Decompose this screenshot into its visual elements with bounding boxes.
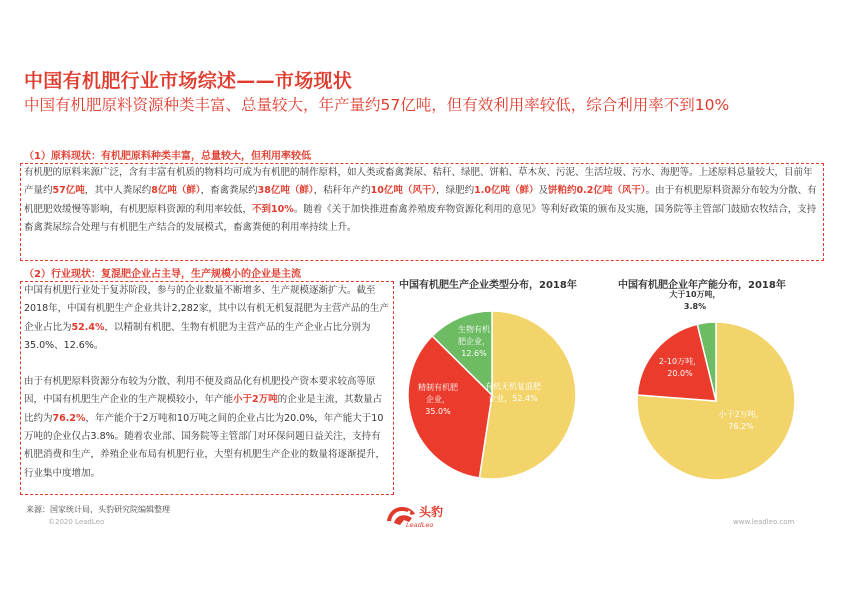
pie-label: 3.8% <box>683 302 707 311</box>
section2-heading: （2）行业现状：复混肥企业占主导，生产规模小的企业是主流 <box>24 269 301 280</box>
pie-label: 有机无机复混肥 <box>485 382 541 391</box>
highlight-text: 小于2万吨 <box>233 394 278 406</box>
highlight-text: 不到10% <box>252 203 294 215</box>
section1-box <box>20 163 824 261</box>
pie-chart-company-type <box>408 311 576 479</box>
pie-label: 35.0% <box>425 407 451 416</box>
body-text: ，以精制有机肥、生物有机肥为主营产品的生产企业占比分别为35.0%、12.6%。 <box>24 321 371 351</box>
pie-label: 76.2% <box>728 422 754 431</box>
pie-label: 企业， <box>426 395 450 404</box>
body-text: ，其中人粪尿约 <box>84 185 152 197</box>
body-text: 及 <box>538 185 549 197</box>
logo-cn: 头豹 <box>419 505 444 519</box>
page-title: 中国有机肥行业市场综述——市场现状 <box>24 70 353 92</box>
body-text: ，绿肥约 <box>436 185 475 197</box>
body-text: 的企业是主流，其数量占比约为 <box>24 394 383 424</box>
pie-label: 12.6% <box>461 349 487 358</box>
highlight-text: 52.4% <box>71 321 105 333</box>
body-text: 中国有机肥行业处于复苏阶段，参与的企业数量不断增多、生产规模逐渐扩大。截至2018年，中国有机肥生产企业共计2,282家，其中以有机无机复混肥为主营产品的生产企业占比为 <box>24 285 389 333</box>
pie-label: 大于10万吨， <box>669 290 721 299</box>
source-note: 来源：国家统计局，头豹研究院编辑整理 <box>26 505 170 514</box>
body-text: 。随着《关于加快推进畜禽养殖废弃物资源化利用的意见》等利好政策的颁布及实施，国务院等主管部门鼓励农牧结合，支持畜禽粪尿综合处理与有机肥生产结合的发展模式，畜禽粪便的利用率持续上升。 <box>24 203 817 233</box>
highlight-text: 10亿吨（风干） <box>370 185 437 197</box>
pie-label: 企业，52.4% <box>488 394 538 403</box>
pie-label: 精制有机肥 <box>418 383 458 392</box>
logo-en: LeadLeo <box>406 521 434 529</box>
charts-area <box>400 290 840 500</box>
chart2-title: 中国有机肥企业年产能分布，2018年 <box>618 280 786 291</box>
highlight-text: 饼粕约0.2亿吨（风干） <box>548 185 646 197</box>
section1-heading: （1）原料现状：有机肥原料种类丰富，总量较大，但利用率较低 <box>24 151 311 162</box>
body-text: ，畜禽粪尿约 <box>200 185 258 197</box>
body-text: 由于有机肥原料资源分布较为分散、利用不便及商品化有机肥投产资本要求较高等原因，中国有机肥生产企业的生产规模较小，年产能 <box>24 376 376 406</box>
section2-paragraph-1 <box>24 282 390 355</box>
copyright: ©2020 LeadLeo <box>48 518 105 526</box>
highlight-text: 1.0亿吨（鲜） <box>474 185 539 197</box>
section2-box <box>20 281 394 495</box>
body-text: 。由于有机肥原料资源分布较为分散、有机肥肥效缓慢等影响，有机肥原料资源的利用率较低， <box>24 185 817 215</box>
highlight-text: 8亿吨（鲜） <box>151 185 201 197</box>
website: www.leadleo.com <box>733 518 795 526</box>
body-text: ，秸秆年产约 <box>313 185 371 197</box>
pie-label: 20.0% <box>667 369 693 378</box>
section2-paragraph-2 <box>24 373 390 483</box>
highlight-text: 38亿吨（鲜） <box>257 185 314 197</box>
pie-chart-capacity <box>637 290 795 480</box>
body-text: 有机肥的原料来源广泛，含有丰富有机质的物料均可成为有机肥的制作原料，如人类或畜禽粪尿、秸秆、绿肥、饼粕、草木灰、污泥、生活垃圾、污水、海肥等。上述原料总量较大，目前年产量约 <box>24 167 813 197</box>
chart1-title: 中国有机肥生产企业类型分布，2018年 <box>399 280 577 291</box>
pie-label: 生物有机 <box>458 325 490 334</box>
body-text: ，年产能介于2万吨和10万吨之间的企业占比为20.0%，年产能大于10万吨的企业仅占3.8%。随着农业部、国务院等主管部门对环保问题日益关注，支持有机肥消费和生产，养殖企业布局有机肥行业，大型有机肥生产企业的数量将逐渐提升，行业集中度增加。 <box>24 412 386 479</box>
page-subtitle: 中国有机肥原料资源种类丰富、总量较大，年产量约57亿吨，但有效利用率较低，综合利用率不到10% <box>24 96 730 114</box>
highlight-text: 57亿吨 <box>52 185 85 197</box>
section1-paragraph <box>24 164 820 237</box>
highlight-text: 76.2% <box>52 412 86 424</box>
pie-label: 2-10万吨， <box>658 357 702 366</box>
pie-label: 小于2万吨， <box>718 410 764 419</box>
pie-label: 肥企业， <box>458 337 490 346</box>
